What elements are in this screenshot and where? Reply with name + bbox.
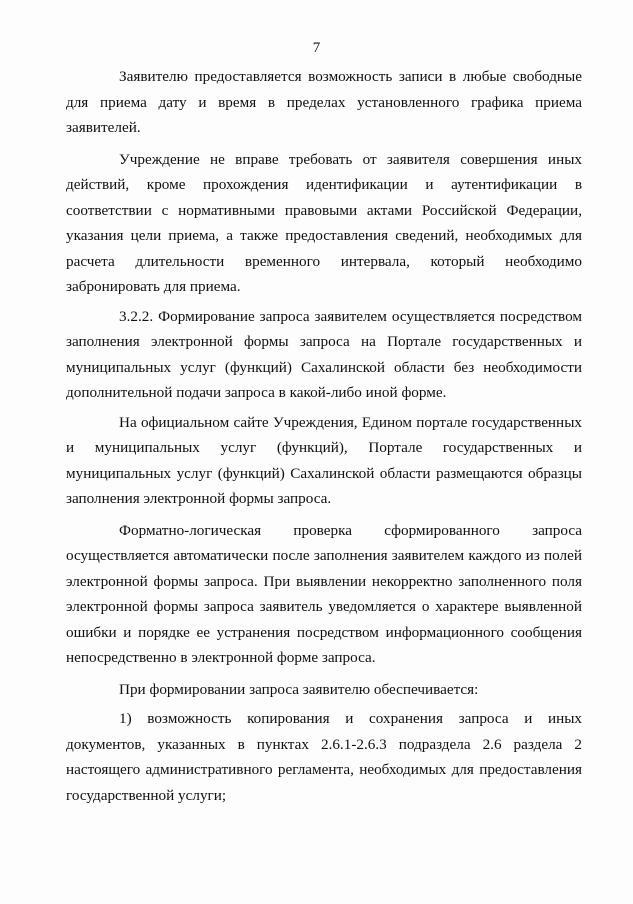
paragraph-request-formation: 3.2.2. Формирование запроса заявителем осуществляется посредством заполнения электронной формы запроса на Портале государственных и муниципальных услуг (функций) Сахалинской области без необходимости дополнительной подачи запроса в какой-либо иной форме. [66,307,582,401]
paragraph-institution-restrictions: Учреждение не вправе требовать от заявителя совершения иных действий, кроме прохождения идентификации и аутентификации в соответствии с нормативными правовыми актами Российской Федерации, указания цели приема, а также предоставления сведений, необходимых для расчета длительности временного интервала, который необходимо забронировать для приема. [66,150,582,295]
paragraph-appointment-booking: Заявителю предоставляется возможность записи в любые свободные для приема дату и время в пределах установленного графика приема заявителей. [66,68,582,136]
paragraph-form-samples: На официальном сайте Учреждения, Едином портале государственных и муниципальных услуг (функций), Портале государственных и муниципальных услуг (функций) Сахалинской области размещаются образцы заполнения электронной формы запроса. [66,413,582,507]
document-body [66,64,582,808]
page-number: 7 [312,40,321,56]
paragraph-format-check: Форматно-логическая проверка сформированного запроса осуществляется автоматически после заполнения заявителем каждого из полей электронной формы запроса. При выявлении некорректно заполненного поля электронной формы запроса заявитель уведомляется о характере выявленной ошибки и порядке ее устранения посредством информационного сообщения непосредственно в электронной форме запроса. [66,521,582,666]
paragraph-provisions-intro: При формировании запроса заявителю обеспечивается: [119,680,479,698]
paragraph-provision-item-1: 1) возможность копирования и сохранения запроса и иных документов, указанных в пунктах 2.6.1-2.6.3 подраздела 2.6 раздела 2 настоящего административного регламента, необходимых для предоставления государственной услуги; [66,710,582,804]
